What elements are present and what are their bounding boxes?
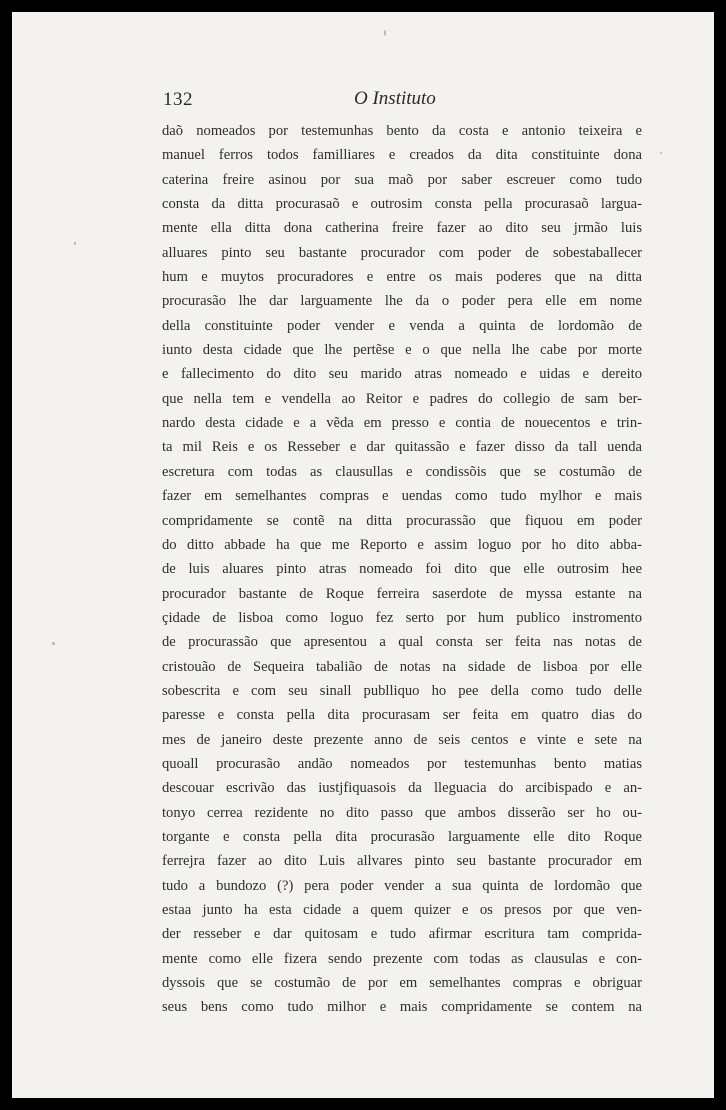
running-head bbox=[12, 87, 714, 115]
text-line: daõ nomeados por testemunhas bento da costa e antonio teixeira e bbox=[162, 123, 642, 139]
paper-speck bbox=[660, 152, 662, 154]
text-line: caterina freire asinou por sua maõ por saber escreuer como tudo bbox=[162, 171, 642, 188]
text-line: der resseber e dar quitosam e tudo afirmar escritura tam comprida- bbox=[162, 926, 642, 943]
text-line: consta da ditta procurasaõ e outrosim consta pella procurasaõ largua- bbox=[162, 196, 642, 213]
text-line: paresse e consta pella dita procurasam ser feita em quatro dias do bbox=[162, 707, 642, 724]
text-line: estaa junto ha esta cidade a quem quizer e os presos por que ven- bbox=[162, 902, 642, 918]
text-line: quoall procurasão andão nomeados por testemunhas bento matias bbox=[162, 755, 642, 772]
text-line: escretura com todas as clausullas e condissõis que se costumão de bbox=[162, 463, 642, 480]
text-line: çidade de lisboa como loguo fez serto por hum publico instromento bbox=[162, 609, 642, 626]
paper-speck bbox=[52, 642, 55, 645]
text-line: seus bens como tudo milhor e mais compridamente se contem na bbox=[162, 999, 642, 1016]
text-line: tonyo cerrea rezidente no dito passo que ambos disserão ser ho ou- bbox=[162, 804, 642, 821]
journal-title: O Instituto bbox=[354, 88, 436, 109]
text-line: procurasão lhe dar larguamente lhe da o poder pera elle em nome bbox=[162, 293, 642, 310]
text-line: hum e muytos procuradores e entre os mais poderes que na ditta bbox=[162, 269, 642, 286]
book-page bbox=[12, 12, 714, 1098]
text-line: que nella tem e vendella ao Reitor e padres do collegio de sam ber- bbox=[162, 390, 642, 407]
text-line: compridamente se contẽ na ditta procurassão que fiquou em poder bbox=[162, 512, 642, 529]
text-line: de procurassão que apresentou a qual consta ser feita nas notas de bbox=[162, 634, 642, 651]
text-line: mente como elle fizera sendo prezente com todas as clausulas e con- bbox=[162, 950, 642, 967]
text-line: torgante e consta pella dita procurasão larguamente elle dito Roque bbox=[162, 828, 642, 845]
text-line: procurador bastante de Roque ferreira saserdote de myssa estante na bbox=[162, 585, 642, 602]
text-line: della constituinte poder vender e venda a quinta de lordomão de bbox=[162, 317, 642, 334]
text-line: de luis aluares pinto atras nomeado foi dito que elle outrosim hee bbox=[162, 561, 642, 578]
text-line: tudo a bundozo (?) pera poder vender a sua quinta de lordomão que bbox=[162, 877, 642, 894]
text-line: dyssois que se costumão de por em semelhantes compras e obriguar bbox=[162, 975, 642, 992]
text-line: alluares pinto seu bastante procurador com poder de sobestaballecer bbox=[162, 244, 642, 261]
text-line: mes de janeiro deste prezente anno de seis centos e vinte e sete na bbox=[162, 731, 642, 748]
text-line: mente ella ditta dona catherina freire fazer ao dito seu jrmão luis bbox=[162, 220, 642, 237]
text-line: iunto desta cidade que lhe pertẽse e o que nella lhe cabe por morte bbox=[162, 342, 642, 359]
text-line: ta mil Reis e os Resseber e dar quitassão e fazer disso da tall uenda bbox=[162, 439, 642, 456]
text-line: descouar escrivão das iustjfiquasois da lleguacia do arcibispado e an- bbox=[162, 780, 642, 797]
body-text bbox=[162, 119, 642, 1020]
paper-speck bbox=[384, 30, 386, 36]
text-line: nardo desta cidade e a vẽda em presso e contia de nouecentos e trin- bbox=[162, 415, 642, 432]
text-line: manuel ferros todos familliares e creados da dita constituinte dona bbox=[162, 147, 642, 164]
text-line: do ditto abbade ha que me Reporto e assim loguo por ho dito abba- bbox=[162, 536, 642, 553]
text-line: cristouão de Sequeira tabalião de notas na sidade de lisboa por elle bbox=[162, 658, 642, 675]
text-line: ferrejra fazer ao dito Luis allvares pinto seu bastante procurador em bbox=[162, 853, 642, 870]
text-line: fazer em semelhantes compras e uendas como tudo mylhor e mais bbox=[162, 488, 642, 505]
paper-speck bbox=[74, 242, 76, 245]
text-line: sobescrita e com seu sinall publliquo ho pee della como tudo delle bbox=[162, 682, 642, 699]
text-line: e fallecimento do dito seu marido atras nomeado e uidas e dereito bbox=[162, 366, 642, 383]
page-number: 132 bbox=[163, 89, 193, 110]
